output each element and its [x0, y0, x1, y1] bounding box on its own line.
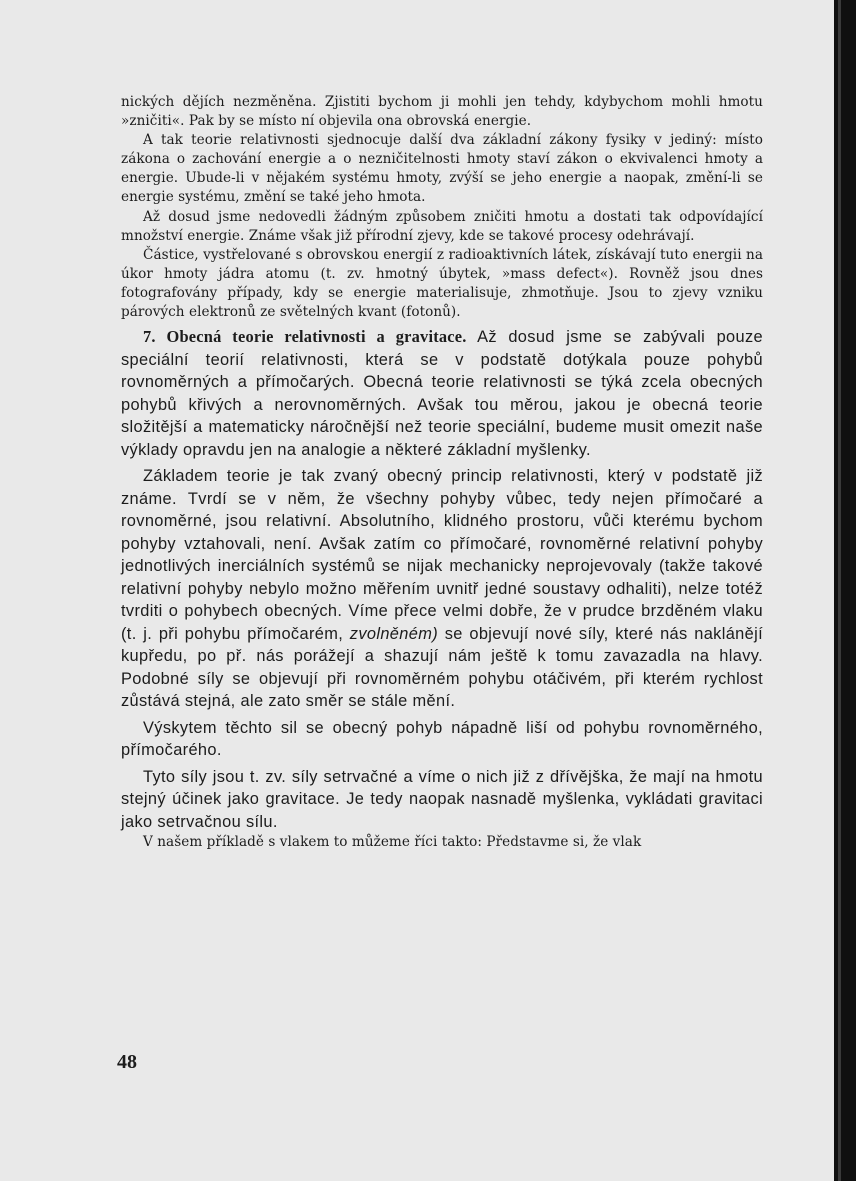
- principle-text-italic: zvolněném): [349, 624, 439, 643]
- paragraph-destroy-matter: Až dosud jsme nedovedli žádným způsobem zničiti hmotu a dostati tak odpovídající množství energie. Známe však již přírodní zjevy, kde se takové procesy odehrávají.: [121, 208, 763, 244]
- paragraph-general-principle: [121, 465, 763, 713]
- paragraph-occurrence: Výskytem těchto sil se obecný pohyb nápadně liší od pohybu rovnoměrného, přímočarého.: [121, 718, 763, 760]
- paragraph-inertial-forces: Tyto síly jsou t. zv. síly setrvačné a víme o nich již z dřívějška, že mají na hmotu stejný účinek jako gravitace. Je tedy naopak nasnadě myšlenka, vykládati gravitaci jako setrvačnou sílu.: [121, 767, 763, 831]
- section-heading: 7. Obecná teorie relativnosti a gravitace.: [143, 327, 467, 347]
- principle-text-start: Základem teorie je tak zvaný obecný princip relativnosti, který v podstatě již známe. Tvrdí se v něm, že všechny pohyby vůbec, tedy nejen přímočaré a rovnoměrné, jsou relativní. Absolutního, klidného prostoru, vůči kterému bychom pohyby vztahovali, není. Avšak zatím co přímočaré, rovnoměrné relativní pohyby jednotlivých inerciálních systémů se nijak mechanicky neprojevovaly (takže takové relativní pohyby nebylo možno měřením uvnitř jedné soustavy odhaliti), nelze totéž tvrditi o pohybech obecných. Víme přece velmi dobře, že v prudce brzděném vlaku (t. j. při pohybu přímočarém,: [121, 467, 763, 643]
- scan-border-shade: [838, 0, 841, 1181]
- paragraph-section-7: [121, 326, 763, 461]
- section-7-text: Až dosud jsme se zabývali pouze speciální teorií relativnosti, která se v podstatě dotýkala pouze pohybů rovnoměrných a přímočarých. Obecná teorie relativnosti se týká zcela obecných pohybů křivých a nerovnoměrných. Avšak tou měrou, jakou je obecná teorie složitější a matematicky náročnější než teorie speciální, budeme musit omezit naše výklady opravdu jen na analogie a některé základní myšlenky.: [121, 328, 764, 459]
- paragraph-particles: Částice, vystřelované s obrovskou energií z radioaktivních látek, získávají tuto energii na úkor hmoty jádra atomu (t. zv. hmotný úbytek, »mass defect«). Rovněž jsou dnes fotografovány případy, kdy se energie materialisuje, zhmotňuje. Jsou to zjevy vzniku párových elektronů ze světelných kvant (fotonů).: [121, 246, 763, 321]
- paragraph-train-example: V našem příkladě s vlakem to můžeme říci takto: Představme si, že vlak: [143, 834, 642, 851]
- principle-text-end: se objevují nové síly, které nás naklánějí kupředu, po př. nás porážejí a shazují nám ještě k tomu zavazadla na hlavy. Podobné síly se objevují při rovnoměrném pohybu otáčivém, při kterém rychlost zůstává stejná, ale zato směr se stále mění.: [121, 624, 763, 711]
- page-body: [121, 93, 763, 852]
- page-number: 48: [117, 1051, 137, 1073]
- paragraph-continuation: nických dějích nezměněna. Zjistiti bychom ji mohli jen tehdy, kdybychom mohli hmotu »zničiti«. Pak by se místo ní objevila ona obrovská energie.: [121, 94, 763, 130]
- paragraph-unification: A tak teorie relativnosti sjednocuje další dva základní zákony fysiky v jediný: místo zákona o zachování energie a o nezničitelnosti hmoty staví zákon o ekvivalenci hmoty a energie. Ubude-li v nějakém systému hmoty, zvýší se jeho energie a naopak, změní-li se energie systému, změní se také jeho hmota.: [121, 132, 763, 206]
